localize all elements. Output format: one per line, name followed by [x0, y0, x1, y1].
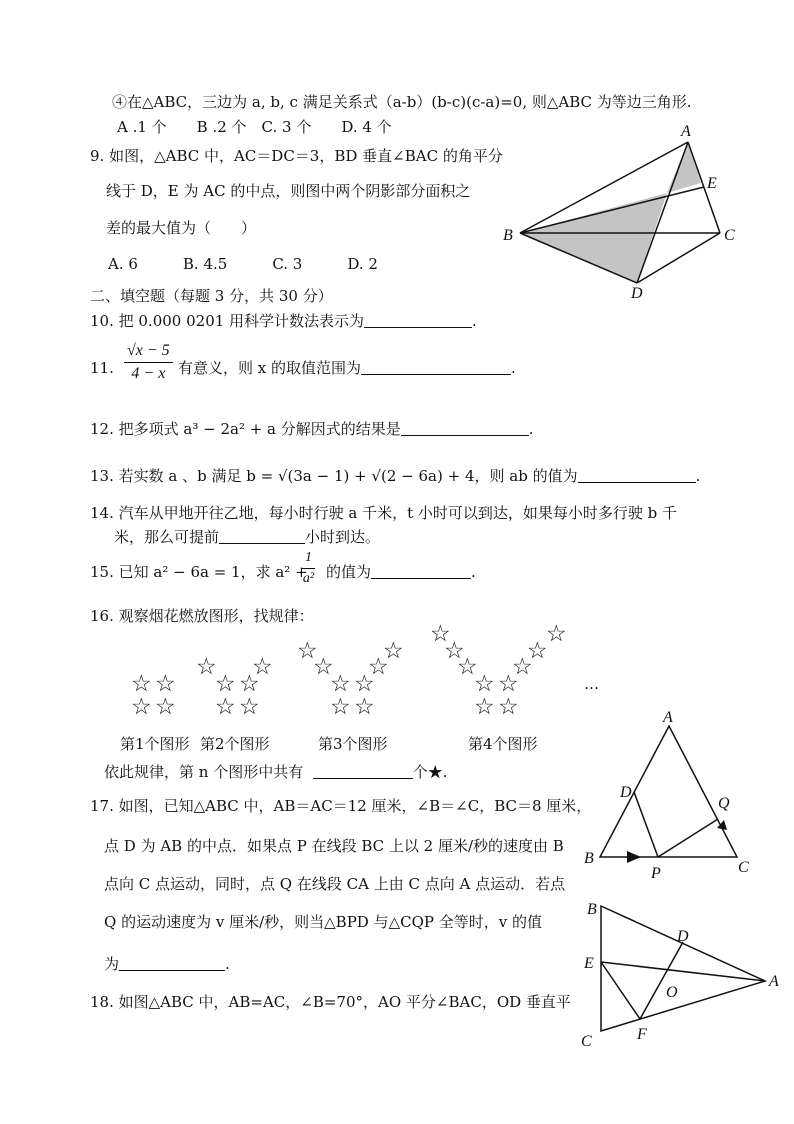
q15-text-b: 的值为	[326, 563, 372, 581]
star-icon: ☆	[546, 621, 567, 647]
fig18-label-b: B	[587, 901, 597, 918]
star-icon: ☆	[239, 694, 260, 720]
q11-period: .	[511, 359, 516, 377]
star-icon: ☆	[474, 671, 495, 697]
star-icon: ☆	[215, 671, 236, 697]
q15-fraction-denominator: a²	[302, 571, 315, 586]
star-icon: ☆	[512, 654, 533, 680]
fig17-label-a: A	[663, 709, 673, 726]
star-icon: ☆	[196, 654, 217, 680]
fig9-label-b: B	[503, 227, 513, 244]
q17-text-a: 为	[104, 955, 120, 973]
star-icon: ☆	[252, 654, 273, 680]
star-icon: ☆	[215, 694, 236, 720]
star-icon: ☆	[354, 694, 375, 720]
q14-text-a: 米，那么可提前	[114, 528, 220, 546]
q18: 18. 如图△ABC 中，AB=AC，∠B=70°，AO 平分∠BAC，OD 垂直平	[90, 993, 571, 1011]
q8-item-4: ④在△ABC，三边为 a, b, c 满足关系式（a-b）(b-c)(c-a)=0, 则△ABC 为等边三角形.	[112, 93, 692, 111]
fig-label-3: 第3个图形	[318, 735, 388, 753]
star-icon: ☆	[155, 671, 176, 697]
fig9-label-e: E	[707, 175, 717, 192]
q12-text: 12. 把多项式 a³ − 2a² + a 分解因式的结果是	[90, 420, 401, 438]
q15-text-a: 15. 已知 a² − 6a = 1，求 a² +	[90, 563, 308, 581]
fig17-label-p: P	[651, 865, 661, 882]
fig17-label-d: D	[620, 784, 632, 801]
q15-fraction-numerator: 1	[302, 550, 315, 569]
star-icon: ☆	[330, 694, 351, 720]
fig18-label-d: D	[677, 928, 689, 945]
fig17-label-c: C	[738, 859, 749, 876]
q11-fraction-numerator: √x − 5	[124, 342, 173, 363]
q13-text: 13. 若实数 a 、b 满足 b = √(3a − 1) + √(2 − 6a) + 4，则 ab 的值为	[90, 467, 578, 485]
star-icon: ☆	[444, 638, 465, 664]
q9-line-1: 9. 如图，△ABC 中，AC＝DC＝3，BD 垂直∠BAC 的角平分	[90, 147, 503, 165]
star-icon: ☆	[313, 654, 334, 680]
fig18-label-a: A	[769, 973, 779, 990]
star-icon: ☆	[131, 694, 152, 720]
q9-options: A. 6 B. 4.5 C. 3 D. 2	[108, 255, 378, 273]
fig9-label-a: A	[681, 123, 691, 140]
star-icon: ☆	[297, 638, 318, 664]
fig17-label-q: Q	[718, 795, 730, 812]
star-icon: ☆	[498, 671, 519, 697]
q11-text: 有意义，则 x 的取值范围为	[178, 359, 361, 377]
q9-line-2: 线于 D，E 为 AC 的中点，则图中两个阴影部分面积之	[106, 182, 471, 200]
q11-label: 11.	[90, 359, 114, 377]
star-icon: ☆	[527, 638, 548, 664]
star-icon: ☆	[368, 654, 389, 680]
q17-line-3: 点向 C 点运动，同时，点 Q 在线段 CA 上由 C 点向 A 点运动．若点	[104, 875, 566, 893]
fig18-label-e: E	[584, 955, 594, 972]
fig18-label-o: O	[666, 984, 678, 1001]
fig-label-4: 第4个图形	[468, 735, 538, 753]
fig-label-1: 第1个图形	[120, 735, 190, 753]
star-icon: ☆	[354, 671, 375, 697]
fig9-label-d: D	[631, 285, 643, 302]
fig9-label-c: C	[724, 227, 735, 244]
q13-period: .	[695, 467, 701, 485]
star-icon: ☆	[498, 694, 519, 720]
star-icon: ☆	[457, 654, 478, 680]
q17-line-1: 17. 如图，已知△ABC 中，AB＝AC＝12 厘米，∠B＝∠C，BC＝8 厘米，	[90, 797, 592, 815]
star-icon: ☆	[155, 694, 176, 720]
q16-rule-text-b: 个★.	[412, 763, 448, 781]
q9-line-3: 差的最大值为（ ）	[106, 219, 257, 237]
star-icon: ☆	[330, 671, 351, 697]
q16: 16. 观察烟花燃放图形，找规律：	[90, 607, 314, 625]
q14-line-1: 14. 汽车从甲地开往乙地，每小时行驶 a 千米，t 小时可以到达，如果每小时多行驶 b 千	[90, 504, 678, 522]
q17-text-b: .	[225, 955, 230, 973]
q11-fraction-denominator: 4 − x	[131, 365, 166, 382]
q15-period: .	[471, 563, 476, 581]
fig18-label-c: C	[581, 1033, 592, 1050]
q16-rule-text-a: 依此规律，第 n 个图形中共有	[104, 763, 304, 781]
star-icon: ☆	[131, 671, 152, 697]
q14-text-b: 小时到达。	[305, 528, 381, 546]
q12-period: .	[528, 420, 534, 438]
fig17-label-b: B	[584, 850, 594, 867]
q17-line-4: Q 的运动速度为 v 厘米/秒，则当△BPD 与△CQP 全等时，v 的值	[104, 913, 542, 931]
section-2-heading: 二、填空题（每题 3 分，共 30 分）	[90, 287, 333, 305]
fig-label-2: 第2个图形	[200, 735, 270, 753]
star-icon: ☆	[474, 694, 495, 720]
figure-ellipsis: …	[584, 675, 599, 693]
star-icon: ☆	[239, 671, 260, 697]
fig18-label-f: F	[637, 1026, 647, 1043]
q10-period: .	[472, 312, 477, 330]
q10-text: 10. 把 0.000 0201 用科学计数法表示为	[90, 312, 365, 330]
q8-options: A .1 个 B .2 个 C. 3 个 D. 4 个	[117, 118, 392, 136]
star-icon: ☆	[430, 621, 451, 647]
star-icon: ☆	[383, 638, 404, 664]
q17-line-2: 点 D 为 AB 的中点．如果点 P 在线段 BC 上以 2 厘米/秒的速度由 B	[104, 837, 564, 855]
